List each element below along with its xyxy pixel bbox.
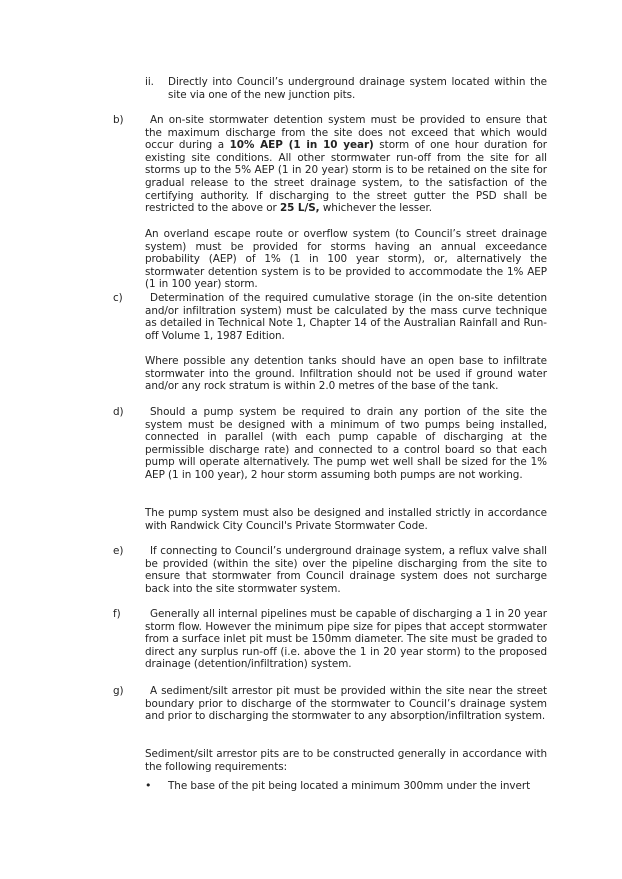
item-b-label: b) — [113, 114, 124, 126]
item-g-paragraph-2: Sediment/silt arrestor pits are to be constructed generally in accordance with the following requirements: — [145, 748, 547, 773]
item-e-label: e) — [113, 545, 124, 557]
item-b-paragraph-2: An overland escape route or overflow system (to Council’s street drainage system) must be provided for storms having an annual exceedance probability (AEP) of 1% (1 in 100 year storm), or, alternatively the stormwater detention system is to be provided to accommodate the 1% AEP (1 in 100 year) storm. — [145, 228, 547, 291]
item-b-text-a: An on-site stormwater detention system must be provided to ensure that the maximum discharge from the site does not exceed that which would occur during a — [145, 114, 547, 152]
item-g-paragraph-1: A sediment/silt arrestor pit must be provided within the site near the street boundary prior to discharge of the stormwater to Council’s drainage system and prior to discharging the stormwater to any absorption/infiltration system. — [145, 685, 547, 723]
item-ii-text: Directly into Council’s underground drainage system located within the site via one of the new junction pits. — [168, 76, 547, 101]
item-g-label: g) — [113, 685, 124, 697]
bullet-icon: • — [145, 779, 152, 792]
item-b-bold-aep: 10% AEP (1 in 10 year) — [229, 139, 374, 152]
item-b-text-c: whichever the lesser. — [319, 202, 433, 215]
item-f-paragraph-1: Generally all internal pipelines must be capable of discharging a 1 in 20 year storm flow. However the minimum pipe size for pipes that accept stormwater from a surface inlet pit must be 150mm diameter. The site must be graded to direct any surplus run-off (i.e. above the 1 in 20 year storm) to the proposed drainage (detention/infiltration) system. — [145, 608, 547, 671]
item-c-paragraph-1: Determination of the required cumulative storage (in the on-site detention and/or infiltration system) must be calculated by the mass curve technique as detailed in Technical Note 1, Chapter 14 of the Australian Rainfall and Run-off Volume 1, 1987 Edition. — [145, 292, 547, 342]
item-f-label: f) — [113, 608, 121, 620]
item-ii-marker: ii. — [145, 76, 154, 88]
item-c-paragraph-2: Where possible any detention tanks should have an open base to infiltrate stormwater into the ground. Infiltration should not be used if ground water and/or any rock stratum is within 2.0 metres of the base of the tank. — [145, 355, 547, 393]
item-g-bullet-1: The base of the pit being located a minimum 300mm under the invert — [168, 780, 531, 792]
item-b-text-b: storm of one hour duration for existing site conditions. All other stormwater run-off from the site for all storms up to the 5% AEP (1 in 20 year) storm is to be retained on the site for gradual release to the street drainage system, to the satisfaction of the certifying authority. If discharging to the street gutter the PSD shall be restricted to the above or — [145, 139, 548, 215]
item-b-bold-psd: 25 L/S, — [280, 202, 320, 215]
item-e-paragraph-1: If connecting to Council’s underground drainage system, a reflux valve shall be provided (within the site) over the pipeline discharging from the site to ensure that stormwater from Council drainage system does not surcharge back into the site stormwater system. — [145, 545, 547, 595]
item-b-paragraph-1 — [145, 114, 547, 215]
item-c-label: c) — [113, 292, 123, 304]
item-d-paragraph-2: The pump system must also be designed and installed strictly in accordance with Randwick City Council's Private Stormwater Code. — [145, 507, 547, 532]
item-d-paragraph-1: Should a pump system be required to drain any portion of the site the system must be designed with a minimum of two pumps being installed, connected in parallel (with each pump capable of discharging at the permissible discharge rate) and connected to a control board so that each pump will operate alternatively. The pump wet well shall be sized for the 1% AEP (1 in 100 year), 2 hour storm assuming both pumps are not working. — [145, 406, 547, 481]
item-d-label: d) — [113, 406, 124, 418]
